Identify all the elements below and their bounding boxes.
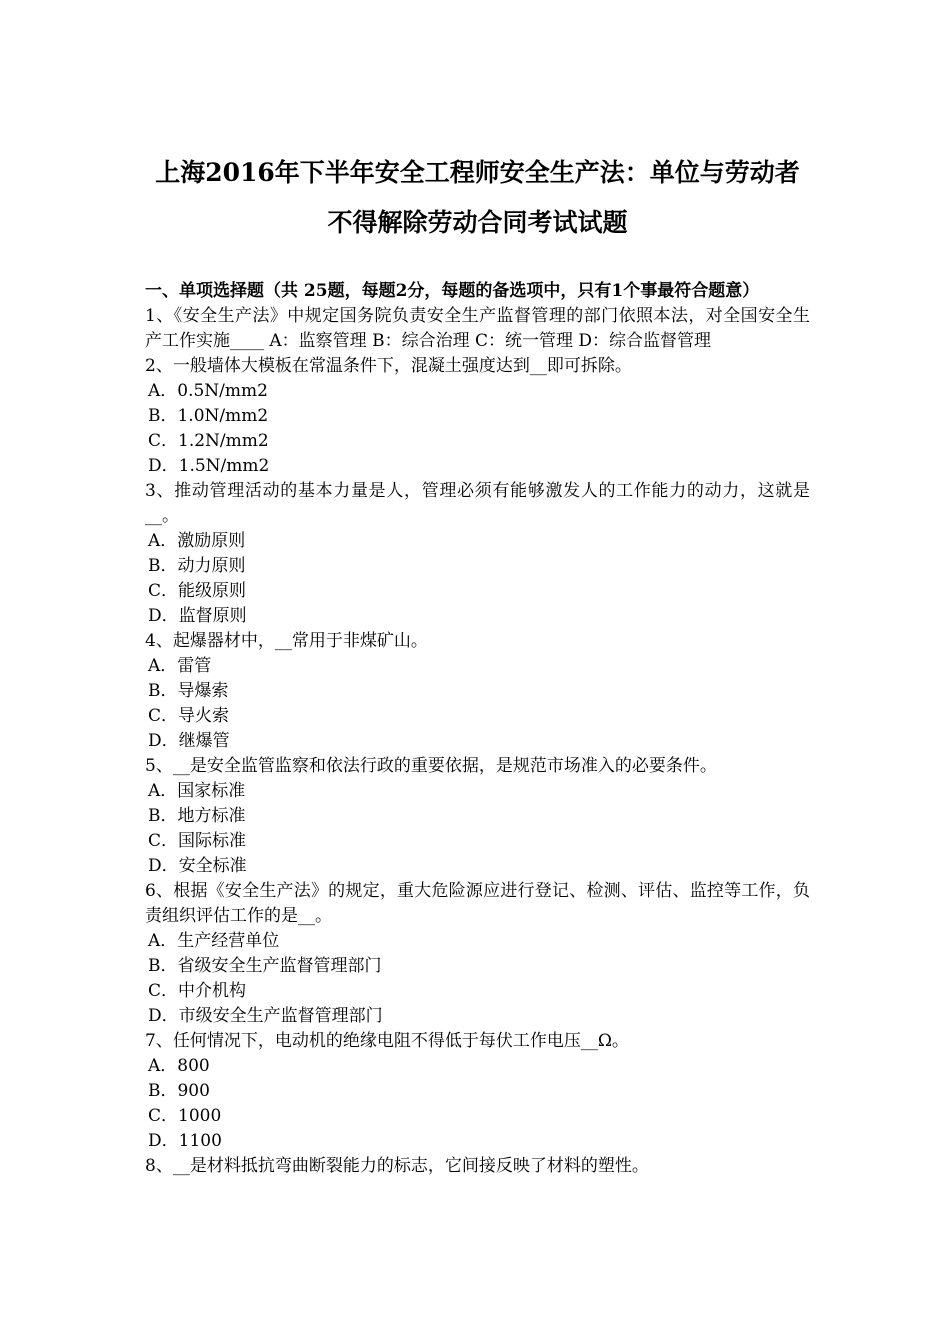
question-stem: 7、任何情况下，电动机的绝缘电阻不得低于每伏工作电压__Ω。 — [145, 1031, 629, 1051]
answer-option: A．生产经营单位 — [148, 931, 280, 951]
answer-option: C．国际标准 — [148, 831, 247, 851]
answer-option: D．1100 — [148, 1131, 222, 1151]
question-item — [145, 479, 810, 629]
answer-option: D．监督原则 — [148, 606, 247, 626]
answer-option: C．1.2N/mm2 — [148, 431, 269, 451]
title-line-1: 上海2016年下半年安全工程师安全生产法：单位与劳动者 — [155, 158, 800, 187]
section-heading: 一、单项选择题（共 25题，每题2分，每题的备选项中，只有1个事最符合题意） — [145, 281, 760, 301]
question-stem: 4、起爆器材中，__常用于非煤矿山。 — [145, 631, 428, 651]
answer-option: A．雷管 — [148, 656, 212, 676]
title-line-2: 不得解除劳动合同考试试题 — [327, 208, 628, 237]
answer-option: D．1.5N/mm2 — [148, 456, 270, 476]
answer-option: B．动力原则 — [148, 556, 246, 576]
answer-option: B．省级安全生产监督管理部门 — [148, 956, 382, 976]
answer-option: D．继爆管 — [148, 731, 230, 751]
answer-option: C．中介机构 — [148, 981, 247, 1001]
answer-option: C．能级原则 — [148, 581, 247, 601]
answer-option: D．市级安全生产监督管理部门 — [148, 1006, 383, 1026]
answer-option: B．900 — [148, 1081, 210, 1101]
question-stem: 5、__是安全监管监察和依法行政的重要依据，是规范市场准入的必要条件。 — [145, 756, 717, 776]
answer-option: C．1000 — [148, 1106, 222, 1126]
answer-option: D．安全标准 — [148, 856, 247, 876]
answer-option: B．1.0N/mm2 — [148, 406, 269, 426]
question-item — [145, 1029, 810, 1154]
question-stem: 1、《安全生产法》中规定国务院负责安全生产监督管理的部门依照本法，对全国安全生产工作实施____ A：监察管理 B：综合治理 C：统一管理 D：综合监督管理 — [145, 306, 810, 351]
question-item — [145, 1154, 810, 1179]
answer-option: A．激励原则 — [148, 531, 246, 551]
answer-option: B．地方标准 — [148, 806, 246, 826]
question-item — [145, 304, 810, 354]
question-item — [145, 629, 810, 754]
document-page — [145, 148, 810, 1179]
answer-option: A．国家标准 — [148, 781, 246, 801]
question-item — [145, 754, 810, 879]
question-item — [145, 879, 810, 1029]
answer-option: A．800 — [148, 1056, 210, 1076]
question-stem: 2、一般墙体大模板在常温条件下，混凝土强度达到__即可拆除。 — [145, 356, 632, 376]
question-list — [145, 304, 810, 1179]
question-item — [145, 354, 810, 479]
answer-option: A．0.5N/mm2 — [148, 381, 268, 401]
question-stem: 3、推动管理活动的基本力量是人，管理必须有能够激发人的工作能力的动力，这就是__。 — [145, 481, 810, 526]
question-stem: 6、根据《安全生产法》的规定，重大危险源应进行登记、检测、评估、监控等工作，负责组织评估工作的是__。 — [145, 881, 810, 926]
answer-option: B．导爆索 — [148, 681, 229, 701]
answer-option: C．导火索 — [148, 706, 230, 726]
question-stem: 8、__是材料抵抗弯曲断裂能力的标志，它间接反映了材料的塑性。 — [145, 1156, 649, 1176]
document-title — [145, 148, 810, 248]
